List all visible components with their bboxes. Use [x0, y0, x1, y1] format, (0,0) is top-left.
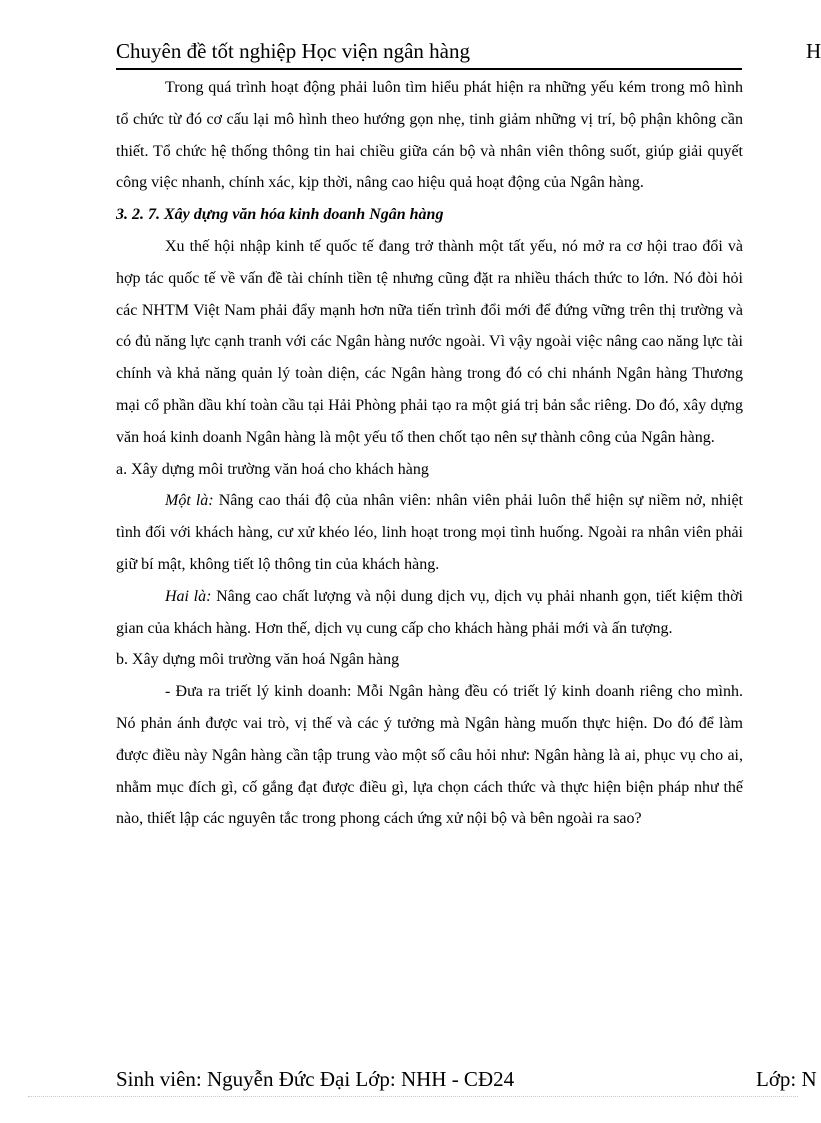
subheading-a: a. Xây dựng môi trường văn hoá cho khách hàng — [116, 460, 429, 478]
paragraph-staff-attitude — [116, 485, 743, 580]
paragraph-org-structure: Trong quá trình hoạt động phải luôn tìm hiểu phát hiện ra những yếu kém trong mô hình tổ chức từ đó cơ cấu lại mô hình theo hướng gọn nhẹ, tinh giảm những vị trí, bộ phận không cần thiết. Tổ chức hệ thống thông tin hai chiều giữa cán bộ và nhân viên thông suốt, giúp giải quyết công việc nhanh, chính xác, kịp thời, nâng cao hiệu quả hoạt động của Ngân hàng. — [116, 79, 743, 192]
lead-hai-la: Hai là: — [165, 587, 212, 605]
subheading-b: b. Xây dựng môi trường văn hoá Ngân hàng — [116, 651, 400, 669]
paragraph-service-quality — [116, 581, 743, 645]
lead-mot-la: Một là: — [165, 492, 214, 510]
section-heading: 3. 2. 7. Xây dựng văn hóa kinh doanh Ngân hàng — [116, 206, 444, 224]
header-title: Chuyên đề tốt nghiệp Học viện ngân hàng — [116, 39, 471, 63]
footer-right-fragment: Lớp: N — [756, 1067, 817, 1091]
paragraph-integration: Xu thế hội nhập kinh tế quốc tế đang trở thành một tất yếu, nó mở ra cơ hội trao đổi và hợp tác quốc tế về vấn đề tài chính tiền tệ nhưng cũng đặt ra nhiều thách thức to lớn. Nó đòi hỏi các NHTM Việt Nam phải đẩy mạnh hơn nữa tiến trình đổi mới để đứng vững trên thị trường và có đủ năng lực cạnh tranh với các Ngân hàng nước ngoài. Vì vậy ngoài việc nâng cao năng lực tài chính và khả năng quản lý toàn diện, các Ngân hàng trong đó có chi nhánh Ngân hàng Thương mại cổ phần dầu khí toàn cầu tại Hải Phòng phải tạo ra một giá trị bản sắc riêng. Do đó, xây dựng văn hoá kinh doanh Ngân hàng là một yếu tố then chốt tạo nên sự thành công của Ngân hàng. — [116, 237, 743, 446]
page-header — [116, 38, 742, 70]
footer-student-info: Sinh viên: Nguyễn Đức Đại Lớp: NHH - CĐ24 — [116, 1067, 515, 1091]
page-bottom-divider — [28, 1096, 798, 1097]
paragraph-business-philosophy: - Đưa ra triết lý kinh doanh: Mỗi Ngân hàng đều có triết lý kinh doanh riêng cho mình. Nó phản ánh được vai trò, vị thế và các ý tưởng mà Ngân hàng muốn thực hiện. Do đó để làm được điều này Ngân hàng cần tập trung vào một số câu hỏi như: Ngân hàng là ai, phục vụ cho ai, nhằm mục đích gì, cố gắng đạt được điều gì, lựa chọn cách thức và thực hiện biện pháp như thế nào, thiết lập các nguyên tắc trong phong cách ứng xử nội bộ và bên ngoài ra sao? — [116, 683, 743, 828]
paragraph-service-quality-text: Nâng cao chất lượng và nội dung dịch vụ, dịch vụ phải nhanh gọn, tiết kiệm thời gian của khách hàng. Hơn thế, dịch vụ cung cấp cho khách hàng phải mới và ấn tượng. — [116, 587, 744, 637]
header-right-fragment: H — [806, 39, 821, 63]
paragraph-staff-attitude-text: Nâng cao thái độ của nhân viên: nhân viên phải luôn thể hiện sự niềm nở, nhiệt tình đối với khách hàng, cư xử khéo léo, linh hoạt trong mọi tình huống. Ngoài ra nhân viên phải giữ bí mật, không tiết lộ thông tin của khách hàng. — [116, 492, 744, 573]
document-body — [116, 72, 743, 835]
